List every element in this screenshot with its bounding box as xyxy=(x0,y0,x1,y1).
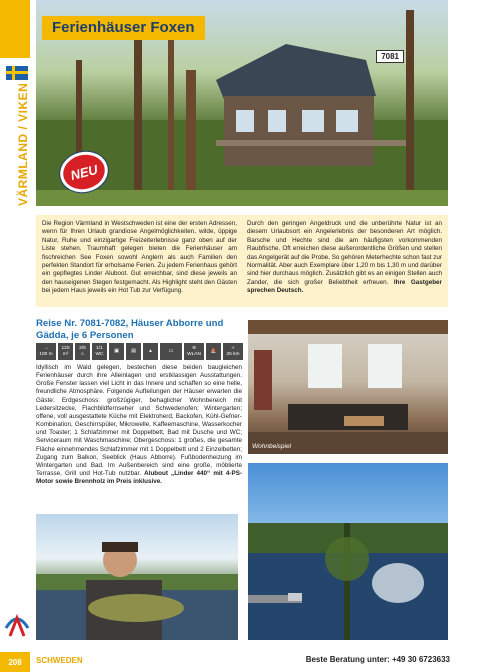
area-icon: 120 m² xyxy=(58,343,73,360)
hero-photo xyxy=(36,0,448,206)
intro-right-column xyxy=(247,220,442,302)
intro-left-text: Die Region Värmland in Westschweden ist eine der ersten Adressen, wenn für Ihren Urlaub grandiose Angelmöglichkeiten, wilde, üppige Natur, Ruhe und einzigartige Freizeiterlebnisse ganz oben auf der Liste stehen. Traumhaft gelegen bieten die Ferienhäuser am fischreichen See Foxen sowohl Anglern als auch Familien den perfekten Standort für erholsame Ferien. Zu jedem Ferienhaus gehört ein gepflegtes Linder Aluboot. Gut erreichbar, sind diese jeweils an den hauseigenen Stegen festgemacht. Als Highlight steht den Gästen bei jedem Haus jeweils ein Hot Tub zur Verfügung. xyxy=(42,220,237,295)
hero-title: Ferienhäuser Foxen xyxy=(42,16,205,40)
distance-icon: → 100 m xyxy=(36,343,56,360)
bathroom-icon: 1/1 WC xyxy=(92,343,107,360)
side-strip xyxy=(0,0,32,672)
offer-title: Reise Nr. 7081-7082, Häuser Abborre und Gädda, je 6 Personen xyxy=(36,318,224,341)
lake-photo xyxy=(248,463,448,640)
wlan-icon: ≋ WLAN xyxy=(184,343,204,360)
tv-icon: ▭ xyxy=(160,343,182,360)
lake-scene xyxy=(248,463,448,640)
offer-description xyxy=(36,364,242,486)
interior-scene xyxy=(248,320,448,454)
washer-icon: ▣ xyxy=(109,343,124,360)
footer-contact: Beste Beratung unter: +49 30 6723633 xyxy=(305,655,450,664)
bedrooms-icon: 2/6 ⌂ xyxy=(75,343,90,360)
house-number-badge: 7081 xyxy=(376,50,404,63)
amenity-icons xyxy=(36,343,243,360)
angler-scene xyxy=(36,514,238,640)
offer-text: Idyllisch im Wald gelegen, bestechen diese beiden baugleichen Ferienhäuser durch ihre Alleinlagen und erstklassigen Ausstattungen. Große Fenster lassen viel Licht in das Innere und schaffen so eine helle, freundliche Atmosphäre. Folgende Aufteilungen der Häuser erwarten die Gäste: Erdgeschoss: großzügiger, behaglicher Wohnbereich mit Ledersitzecke, Flachbildfernseher und Schwedenofen; Wintergarten; offene, voll ausgestattete Küche mit Elektroherd, Backofen, Kühl-Gefrier-Kombination, Geschirrspüler, Mikrowelle, Kaffeemaschine, Wasserkocher und Toaster; 1 Schlafzimmer mit Doppelbett, Bad mit Dusche und WC; Serviceraum mit Waschmaschine; Obergeschoss: 1 großes, die gesamte Fläche einnehmendes Schlafzimmer mit 1 Doppelbett und 2 Einzelbetten; Zugang zum Balkon, Seeblick (Haus Abborre). Fußbodenheizung im Wintergarten und Bad. Im Außenbereich sind eine große, möblierte Terrasse, Grill und Hot-Tub nutzbar. xyxy=(36,364,242,478)
region-label-vertical xyxy=(4,82,30,226)
intro-box xyxy=(36,215,448,307)
lake-distance-icon: ≈ 25 km xyxy=(223,343,243,360)
footer-country: SCHWEDEN xyxy=(36,656,83,665)
side-tab xyxy=(0,0,30,58)
interior-caption: Wohnbeispiel xyxy=(252,443,292,450)
boat-icon: ⛵ xyxy=(206,343,221,360)
region-label: VÄRMLAND / VIKEN xyxy=(16,82,30,206)
fireplace-icon: ▲ xyxy=(143,343,158,360)
dishwasher-icon: ▤ xyxy=(126,343,141,360)
sweden-flag-icon xyxy=(6,66,28,80)
interior-photo xyxy=(248,320,448,454)
offer-text-bold: Alubout „Linder 440“ mit 4-PS-Motor sowie Brennholz im Preis inklusive. xyxy=(36,470,242,486)
company-logo xyxy=(4,608,30,638)
page-number: 208 xyxy=(0,652,30,672)
angler-photo xyxy=(36,514,238,640)
new-badge-label: NEU xyxy=(68,161,100,183)
intro-right-text: Durch den geringen Angeldruck und die unberührte Natur ist an diesem Urlaubsort ein Angelerlebnis der besonderen Art möglich. Barsche und Hechte sind die am häufigsten vorkommenden Raubfische. Oft erreichen diese außerordentliche Größen und stellen das Angelgerät auf die Probe. So gehören Meterhechte schon fast zur Normalität. Aber auch Exemplare über 1,20 m bis 1,30 m und darüber sind hier durchaus möglich. Zusätzlich gibt es an einigen Stellen auch Zander, die sich großer Beliebtheit erfreuen. xyxy=(247,220,442,286)
intro-right-bold: Ihre Gastgeber sprechen Deutsch. xyxy=(247,278,443,295)
